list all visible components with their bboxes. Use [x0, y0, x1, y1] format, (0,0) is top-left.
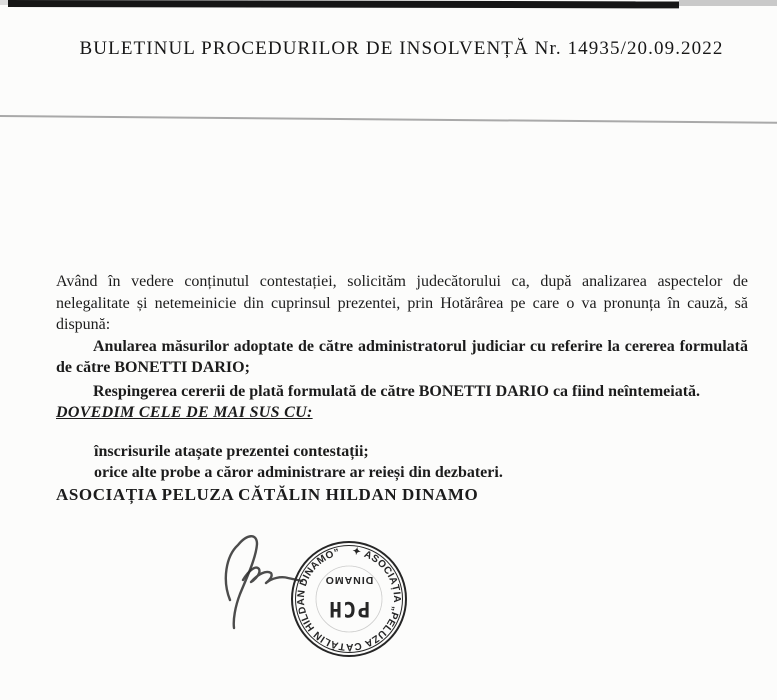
scan-edge-artifact-corner [0, 0, 8, 5]
page-title: BULETINUL PROCEDURILOR DE INSOLVENȚĂ Nr. 14935/20.09.2022 [79, 38, 724, 59]
signature-squiggle-stroke [243, 568, 302, 583]
proof-item: orice alte probe a căror administrare ar reieși din dezbateri. [94, 464, 503, 481]
handwritten-signature [205, 505, 335, 660]
request-annulment-paragraph: Anularea măsurilor adoptate de către administratorul judiciar cu referire la cererea formulată de către BONETTI DARIO; [56, 337, 748, 376]
proof-item: înscrisurile atașate prezentei contestații; [94, 442, 369, 460]
document-body [56, 271, 748, 505]
intro-paragraph: Având în vedere conținutul contestației, solicităm judecătorului ca, după analizarea aspectelor de nelegalitate și netemeinicie din cuprinsul prezentei, prin Hotărârea pe care o va pronunța în cauză, să dispună: [56, 273, 748, 333]
request-rejection-paragraph: Respingerea cererii de plată formulată de către BONETTI DARIO ca fiind neîntemeiată. [93, 382, 701, 400]
proof-heading: DOVEDIM CELE DE MAI SUS CU: [56, 404, 313, 421]
stamp-center-name: DINAMO [324, 574, 374, 586]
scan-edge-artifact-light [679, 0, 777, 6]
proof-list [56, 441, 748, 484]
header-divider-line [0, 115, 777, 123]
scan-edge-artifact-dark [8, 0, 679, 8]
signatory-name: ASOCIAȚIA PELUZA CĂTĂLIN HILDAN DINAMO [56, 484, 479, 504]
stamp-center-initials: PCH [327, 597, 371, 621]
stamp-ring-text: ✦ ASOCIAȚIA „PELUZA CĂTĂLIN HILDAN DINAMO” [295, 545, 402, 653]
